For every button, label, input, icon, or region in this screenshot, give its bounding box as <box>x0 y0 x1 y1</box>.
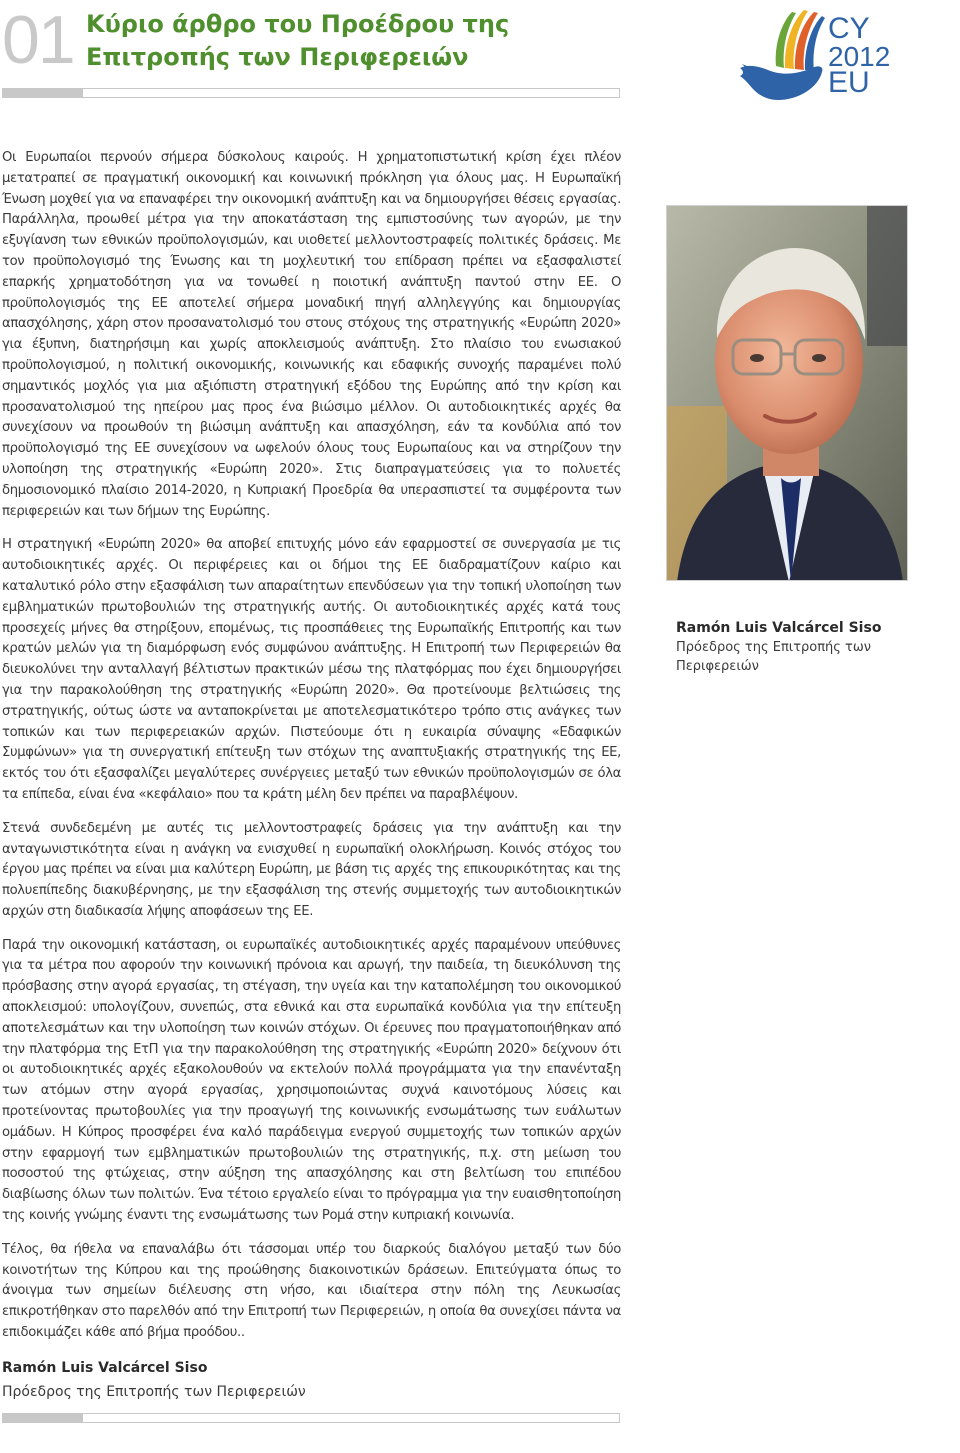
logo-line3: EU <box>828 66 870 99</box>
article-paragraph: Παρά την οικονομική κατάσταση, οι ευρωπαϊκές αυτοδιοικητικές αρχές παραμένουν υπεύθυνες για τα μέτρα που αφορούν την κοινωνική πρόνοια και αρωγή, την παιδεία, τη διευκόλυνση της πρόσβασης στην αγορά εργασίας, τη στέγαση, την υγεία και την καταπολέμηση του οικονομικού αποκλεισμού: υπολογίζουν, συνεπώς, στα εθνικά και στα ευρωπαϊκά κονδύλια για την επίτευξη αποτελεσμάτων και την υλοποίηση των κοινών στόχων. Οι έρευνες που πραγματοποιήθηκαν από την πλατφόρμα της ΕτΠ για την παρακολούθηση της στρατηγικής «Ευρώπη 2020» δείχνουν ότι οι αυτοδιοικητικές αρχές εξακολουθούν να εκτελούν πολλά προγράμματα για την επανένταξη των ατόμων στην αγορά εργασίας, χρησιμοποιώντας συχνά καινοτόμους λύσεις και προτείνοντας πρωτοβουλίες για την προαγωγή της κοινωνικής ενσωμάτωσης των ευάλωτων ομάδων. Η Κύπρος προσφέρει ένα καλό παράδειγμα ενεργού συμμετοχής των τοπικών αρχών στην εφαρμογή των εμβληματικών πρωτοβουλιών της στρατηγικής, π.χ. στη μείωση του ποσοστού της φτώχειας, στην αύξηση της απασχόλησης και στη βελτίωση του επιπέδου διαβίωσης όλων των πολιτών. Ένα τέτοιο εργαλείο είναι το πρόγραμμα για την ευαισθητοποίηση της κοινής γνώμης έναντι της ενσωμάτωσης των Ρομά στην κυπριακή κοινωνία. <box>2 937 621 1224</box>
signature-name: Ramón Luis Valcárcel Siso <box>2 1359 208 1376</box>
logo-dove-icon <box>738 4 898 104</box>
header-rule <box>2 88 620 98</box>
article-paragraph: Η στρατηγική «Ευρώπη 2020» θα αποβεί επιτυχής μόνο εάν εφαρμοστεί σε συνεργασία με τις αυτοδιοικητικές αρχές. Οι περιφέρειες και οι δήμοι της ΕΕ διαδραματίζουν καίριο και καταλυτικό ρόλο στην εξασφάλιση των απαραίτητων επενδύσεων για την τοπική υλοποίηση των εμβληματικών πρωτοβουλιών της στρατηγικής αυτής. Οι αυτοδιοικητικές αρχές κατά τους προσεχείς μήνες θα στηρίξουν, επομένως, τις προσπάθειες της Ευρωπαϊκής Επιτροπής και των κρατών μελών για τη διαμόρφωση ενός συμφώνου ανάπτυξης. Η Επιτροπή των Περιφερειών θα διευκολύνει την ανταλλαγή βέλτιστων πρακτικών μέσω της πλατφόρμας που έχει δημιουργήσει για την παρακολούθηση της στρατηγικής «Ευρώπη 2020». Θα προτείνουμε βελτιώσεις της στρατηγικής, ούτως ώστε να ανταποκρίνεται με αποτελεσματικότερο τρόπο στις ανάγκες των τοπικών και των περιφερειακών αρχών. Πιστεύουμε ότι η ευκαιρία σύναψης «Εδαφικών Συμφώνων» για τη συνεργατική επίτευξη των στόχων της αναπτυξιακής στρατηγικής της ΕΕ, εκτός του ότι εξασφαλίζει μεγαλύτερες συνέργειες μεταξύ των εθνικών προϋπολογισμών σε όλα τα επίπεδα, είναι ένα «κεφάλαιο» που τα κράτη μέλη δεν πρέπει να παραβλέψουν. <box>2 537 621 802</box>
footer-rule <box>2 1413 620 1423</box>
cy2012-eu-logo <box>738 4 898 104</box>
article-paragraph: Στενά συνδεδεμένη με αυτές τις μελλοντοστραφείς δράσεις για την ανάπτυξη και την ανταγωνιστικότητα είναι η ανάγκη να ενισχυθεί η ευρωπαϊκή ολοκλήρωση. Κοινός στόχος του έργου μας πρέπει να είναι μια καλύτερη Ευρώπη, με βάση τις αρχές της επικουρικότητας και της πολυεπίπεδης διακυβέρνησης, με την εξασφάλιση της στενής συμμετοχής των αυτοδιοικητικών αρχών στη διαδικασία λήψης αποφάσεων της ΕΕ. <box>2 820 621 919</box>
logo-line2: 2012 <box>828 41 891 72</box>
logo-line1: CY <box>828 12 870 45</box>
caption-name: Ramón Luis Valcárcel Siso <box>676 620 882 636</box>
section-number: 01 <box>2 2 74 78</box>
caption-role: Πρόεδρος της Επιτροπής των Περιφερειών <box>676 640 872 674</box>
article-paragraph: Οι Ευρωπαίοι περνούν σήμερα δύσκολους καιρούς. Η χρηματοπιστωτική κρίση έχει πλέον μετατραπεί σε πραγματική οικονομική και κοινωνική πρόκληση για όλους μας. Η Ευρωπαϊκή Ένωση μοχθεί για να επαναφέρει την οικονομική ανάπτυξη και να δημιουργήσει θέσεις εργασίας. Παράλληλα, προωθεί μέτρα για την αποκατάσταση της εμπιστοσύνης των αγορών, με την εξυγίανση των εθνικών προϋπολογισμών, και υιοθετεί μελλοντοστραφείς πολιτικές δράσεις. Με τον προϋπολογισμό της Ένωσης και τη μοχλευτική του επίδραση πρέπει να εξασφαλιστεί επαρκής χρηματοδότηση για να τονωθεί η ποιοτική ανάπτυξη παντού στην ΕΕ. Ο προϋπολογισμός της ΕΕ αποτελεί σήμερα μοναδική πηγή αλληλεγγύης και δημιουργίας απασχόλησης, χάρη στον προσανατολισμό του στους στόχους της στρατηγικής «Ευρώπη 2020» για έξυπνη, διατηρήσιμη και χωρίς αποκλεισμούς ανάπτυξη. Στο πλαίσιο του ενωσιακού προϋπολογισμού, η πολιτική οικονομικής, κοινωνικής και εδαφικής συνοχής παραμένει πολύ σημαντικός μοχλός για μια αξιόπιστη στρατηγική εξόδου της Ευρώπης από την κρίση και προσανατολισμού της ηπείρου μας προς ένα βιώσιμο μέλλον. Οι αυτοδιοικητικές αρχές θα συνεχίσουν να προωθούν τη βιώσιμη ανάπτυξη και απασχόληση, εάν τα κονδύλια από τον προϋπολογισμό της ΕΕ συνεχίσουν να ωφελούν όλους τους Ευρωπαίους και να στηρίζουν την υλοποίηση της στρατηγικής «Ευρώπη 2020». Στις διαπραγματεύσεις για το πολυετές δημοσιονομικό πλαίσιο 2014-2020, η Κυπριακή Προεδρία θα υπερασπιστεί τα συμφέροντα των περιφερειών και των δήμων της Ευρώπης. <box>2 150 621 519</box>
article-body <box>2 148 621 1403</box>
portrait-photo-icon <box>667 206 908 581</box>
page-title: Κύριο άρθρο του Προέδρου της Επιτροπής των Περιφερειών <box>86 10 510 71</box>
portrait-caption <box>676 618 906 676</box>
portrait-photo <box>666 205 908 581</box>
signature-role: Πρόεδρος της Επιτροπής των Περιφερειών <box>2 1383 306 1400</box>
article-paragraph: Τέλος, θα ήθελα να επαναλάβω ότι τάσσομαι υπέρ του διαρκούς διαλόγου μεταξύ των δύο κοινοτήτων της Κύπρου και της προώθησης διακοινοτικών δράσεων. Επιτεύγματα όπως το άνοιγμα των σημείων διέλευσης στη νήσο, και ιδιαίτερα στην πόλη της Λευκωσίας επικροτήθηκαν στο παρελθόν από την Επιτροπή των Περιφερειών, η οποία θα συνεχίσει πάντα να επιδοκιμάζει κάθε από βήμα προόδου.. <box>2 1241 621 1341</box>
